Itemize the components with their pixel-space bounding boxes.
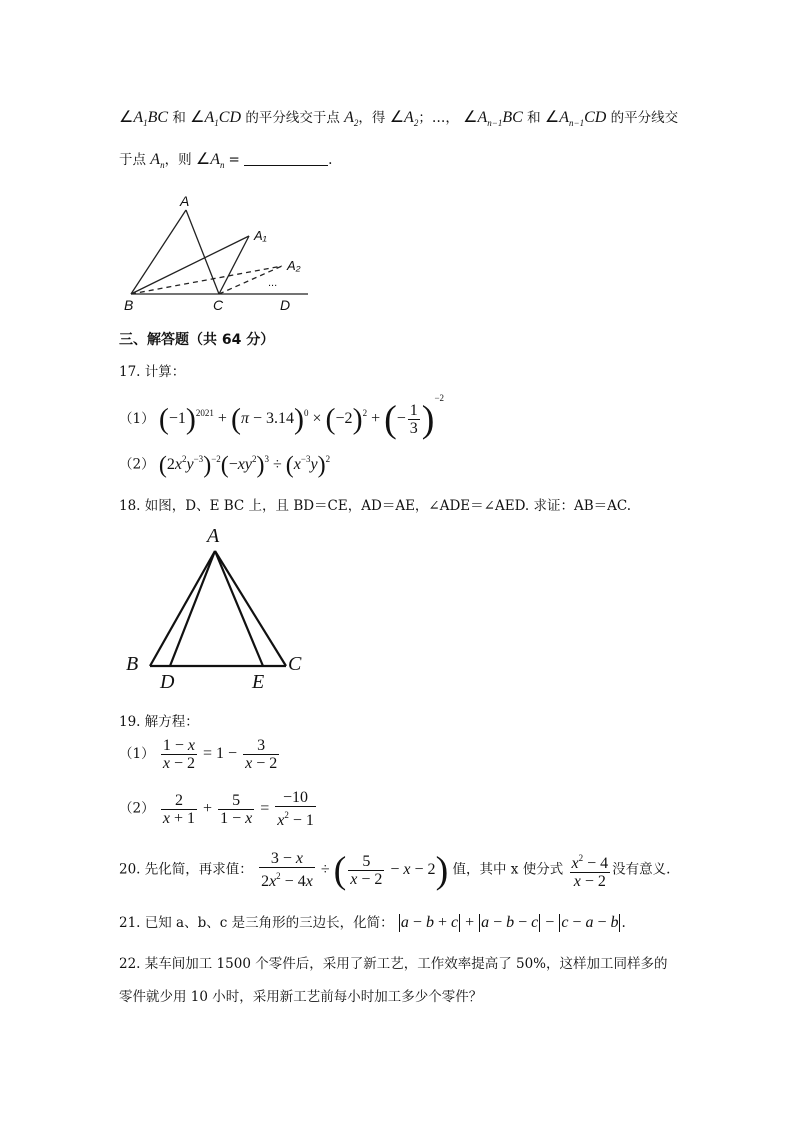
- figure-angle-bisectors: [118, 190, 318, 315]
- label-b: B: [126, 653, 139, 675]
- q20-mid: 值，其中 x 使分式: [452, 861, 564, 878]
- part-label: （1）: [119, 411, 155, 427]
- intro-line-1: $\angle A_1BC$ 和 $\angle A_1CD$ 的平分线交于点 $A_2$，得 $\angle A_2$；…， $\angle A_{n-1}BC$ 和 $\angle A_{n-1}CD$ 的平分线交: [119, 109, 679, 128]
- text: =: [228, 152, 240, 168]
- part-label: （1）: [119, 746, 155, 763]
- text: ，则: [164, 152, 192, 168]
- line-ba: [131, 210, 186, 294]
- text: .: [328, 152, 333, 168]
- label-a: A: [207, 525, 220, 547]
- q20-prefix: 20. 先化简，再求值：: [119, 861, 253, 878]
- q17-part2: （2） $(2x^2y^{-3})^{-2}(-xy^2)^3 \div (x^{-3}y)^2$: [119, 452, 331, 478]
- label-c: C: [288, 653, 302, 675]
- q22-line2: 零件就少用 10 小时，采用新工艺前每小时加工多少个零件？: [119, 989, 483, 1005]
- label-d: D: [160, 671, 175, 693]
- text-and: 和: [172, 110, 186, 126]
- line-ad: [170, 551, 215, 666]
- label-e: E: [252, 671, 265, 693]
- label-ellipsis: ...: [268, 277, 278, 289]
- label-b: B: [124, 297, 134, 313]
- q20: 20. 先化简，再求值： $\frac{3 - x}{2x^2 - 4x}$ ÷ ( $\frac{5}{x - 2}$ − x − 2) 值，其中 x 使分式 $\frac{x^2 - 4}{x - 2}$ 没有意义.: [119, 849, 671, 891]
- line-ab: [150, 551, 215, 666]
- q21-text: 21. 已知 a、b、c 是三角形的三边长，化简：: [119, 915, 394, 931]
- q19-title: 19. 解方程：: [119, 714, 199, 730]
- q19-part1: （1） $\frac{1 - x}{x - 2}$ = 1 − $\frac{3}{x - 2}$: [119, 737, 278, 772]
- q22-line1: 22. 某车间加工 1500 个零件后，采用了新工艺，工作效率提高了 50%，这样加工同样多的: [119, 956, 668, 972]
- text: 的平分线交: [610, 110, 679, 126]
- label-a2: A₂: [287, 258, 301, 273]
- text: ；…，: [418, 110, 459, 126]
- part-label: （2）: [119, 456, 155, 473]
- q21-end: .: [621, 915, 626, 931]
- q20-suffix: 没有意义.: [612, 861, 671, 878]
- intro-line-2: 于点 $A_n$，则 $\angle A_n$ = .: [119, 151, 333, 170]
- q19-part2: （2） $\frac{2}{x + 1}$ + $\frac{5}{1 - x}$ = $\frac{-10}{x^2 - 1}$: [119, 789, 314, 829]
- section-title: 三、解答题（共 64 分）: [119, 332, 275, 348]
- line-ca1: [219, 236, 249, 294]
- line-ba2: [131, 266, 282, 294]
- text: 于点: [119, 152, 146, 168]
- q17-title: 17. 计算：: [119, 364, 186, 380]
- figure-triangle-abc: [118, 524, 318, 694]
- line-ba1: [131, 236, 249, 294]
- label-c: C: [213, 297, 224, 313]
- text: ，得: [358, 110, 386, 126]
- text: 的平分线交于点: [245, 110, 340, 126]
- line-ac: [215, 551, 286, 666]
- q17-part1: （1） $(-1)^{2021} + (\pi - 3.14)^0 \times (-2)^2$ + (− $\frac{1}{3}$ )$^{-2}$: [119, 393, 445, 441]
- q18-text: 18. 如图，D、E BC 上，且 BD＝CE，AD＝AE，∠ADE＝∠AED. 求证：AB＝AC.: [119, 498, 632, 514]
- q21: 21. 已知 a、b、c 是三角形的三边长，化简： a − b + c + a − b − c − c − a − b .: [119, 914, 626, 931]
- text: 和: [527, 110, 541, 126]
- label-d: D: [280, 297, 291, 313]
- label-a1: A₁: [254, 228, 267, 243]
- line-ae: [215, 551, 263, 666]
- label-a: A: [180, 193, 190, 209]
- answer-blank[interactable]: [244, 153, 328, 166]
- part-label: （2）: [119, 800, 155, 817]
